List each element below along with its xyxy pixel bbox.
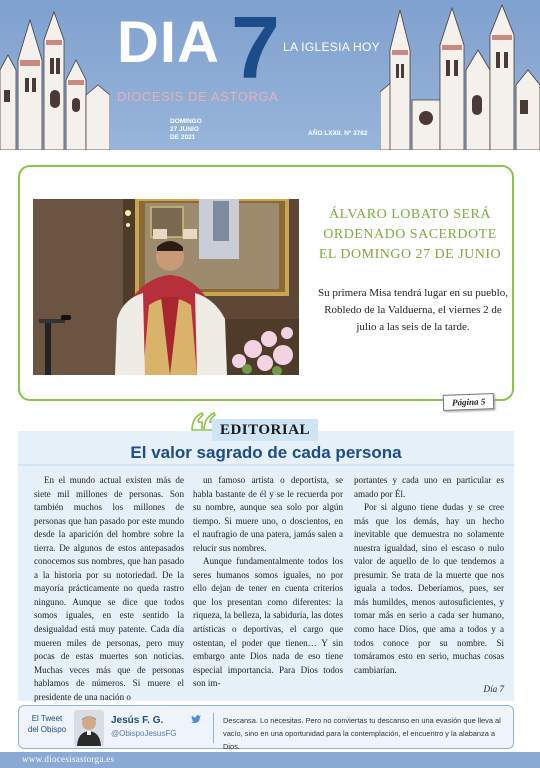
tweet-label-line: El Tweet xyxy=(31,714,63,723)
feature-headline-line: ÁLVARO LOBATO SERÁ xyxy=(329,207,491,222)
masthead-diocese: DIOCESIS DE ASTORGA xyxy=(117,89,279,104)
cathedral-right-illustration xyxy=(380,0,540,150)
issue-date-line: DOMINGO xyxy=(170,118,202,125)
editorial-title: El valor sagrado de cada persona xyxy=(130,443,402,462)
tweet-label-line: del Obispo xyxy=(27,725,67,734)
editorial-paragraph: un famoso artista o deportista, se habla bastante de él y se le recuerda por su nombre, aunque sea solo por algún tiempo. Si muere uno, o doscientos, en el naufragio de una patera, jamás salen a relucir sus nombres. xyxy=(193,475,343,553)
editorial-column-3 xyxy=(354,474,504,697)
twitter-bird-icon xyxy=(191,715,201,724)
bishop-tweet xyxy=(18,705,514,749)
ordination-photo xyxy=(33,199,299,375)
tweet-text: Descansa. Lo necesitas. Pero no conviertas tu descanso en una evasión que lleva al vacío, sino en una oportunidad para la contemplación, el encuentro y la alabanza a Dios. xyxy=(223,716,501,751)
editorial-paragraph: En el mundo actual existen más de siete mil millones de personas. Son también muchos los millones de personas que han pasado por este mundo desde la aparición del hombre sobre la tierra. De algunos de estos antepasados conocemos sus nombres, que han pasado a la historia por su notoriedad. De la mayoría prácticamente no queda rastro ninguno. Aunque se dice que todos somos iguales, en este sentido la desigualdad está muy patente. Cada día mueren miles de personas, pero muy pocas de estas muertes son noticias. Muchas veces más que de personas hablamos de números. Si muere el presidente de una nación o xyxy=(34,475,184,702)
editorial-section-label: EDITORIAL xyxy=(212,419,318,441)
editorial-paragraph: Aunque fundamentalmente todos los seres humanos somos iguales, no por ello dejan de tener en cuenta criterios que los presentan como diferentes: la riqueza, la belleza, la sabiduría, las dotes artísticas o deportivas, el cargo que ostentan, el poder que tienen… Y sin embargo ante Dios nada de eso tiene especial importancia. Para Dios todos son im- xyxy=(193,556,343,689)
editorial-signature: Día 7 xyxy=(483,684,504,695)
feature-headline xyxy=(310,205,510,265)
feature-headline-line: ORDENADO SACERDOTE xyxy=(323,227,497,242)
bishop-avatar xyxy=(74,710,104,746)
cathedral-left-illustration xyxy=(0,0,110,150)
issue-date-line: DE 2021 xyxy=(170,134,196,141)
logo-number: 7 xyxy=(231,0,280,97)
issue-date-line: 27 JUNIO xyxy=(170,126,199,133)
issue-date xyxy=(170,118,202,142)
issue-edition: AÑO LXXII. Nº 3762 xyxy=(308,130,368,137)
tweet-author-name: Jesús F. G. xyxy=(111,715,164,726)
tweet-author-handle: @ObispoJesusFG xyxy=(111,729,177,738)
editorial-divider xyxy=(18,464,514,466)
editorial-column-1 xyxy=(34,474,184,704)
masthead-tagline: LA IGLESIA HOY xyxy=(283,40,380,54)
feature-box xyxy=(18,165,514,408)
footer-website-link[interactable]: www.diocesisastorga.es xyxy=(22,754,115,764)
footer-bar xyxy=(0,752,540,768)
tweet-section-label xyxy=(25,713,69,735)
tweet-divider xyxy=(213,713,214,743)
logo-dia: DIA xyxy=(117,10,220,75)
editorial-column-2 xyxy=(193,474,343,691)
page-reference-tag: Página 5 xyxy=(442,393,494,411)
editorial-paragraph: portantes y cada uno en particular es amado por Él. xyxy=(354,475,504,499)
editorial-paragraph: Por si alguno tiene dudas y se cree más que los demás, hay un hecho inevitable que demuestra no solamente nuestra igualdad, sino el escaso o nulo valor de aquello de lo que tendemos a presumir. Se trata de la muerte que nos iguala a todos. Deberíamos, pues, ser más humildes, menos autosuficientes, y tomar más en serio a cada ser humano, como hace Dios, que ama a todos y a todos conoce por su nombre. Si tomáramos esto en serio, muchas cosas cambiarían. xyxy=(354,502,504,675)
feature-headline-line: EL DOMINGO 27 DE JUNIO xyxy=(318,247,502,262)
feature-summary: Su primera Misa tendrá lugar en su pueblo, Robledo de la Valduerna, el viernes 2 de julio a las seis de la tarde. xyxy=(317,287,508,333)
masthead xyxy=(0,0,540,150)
